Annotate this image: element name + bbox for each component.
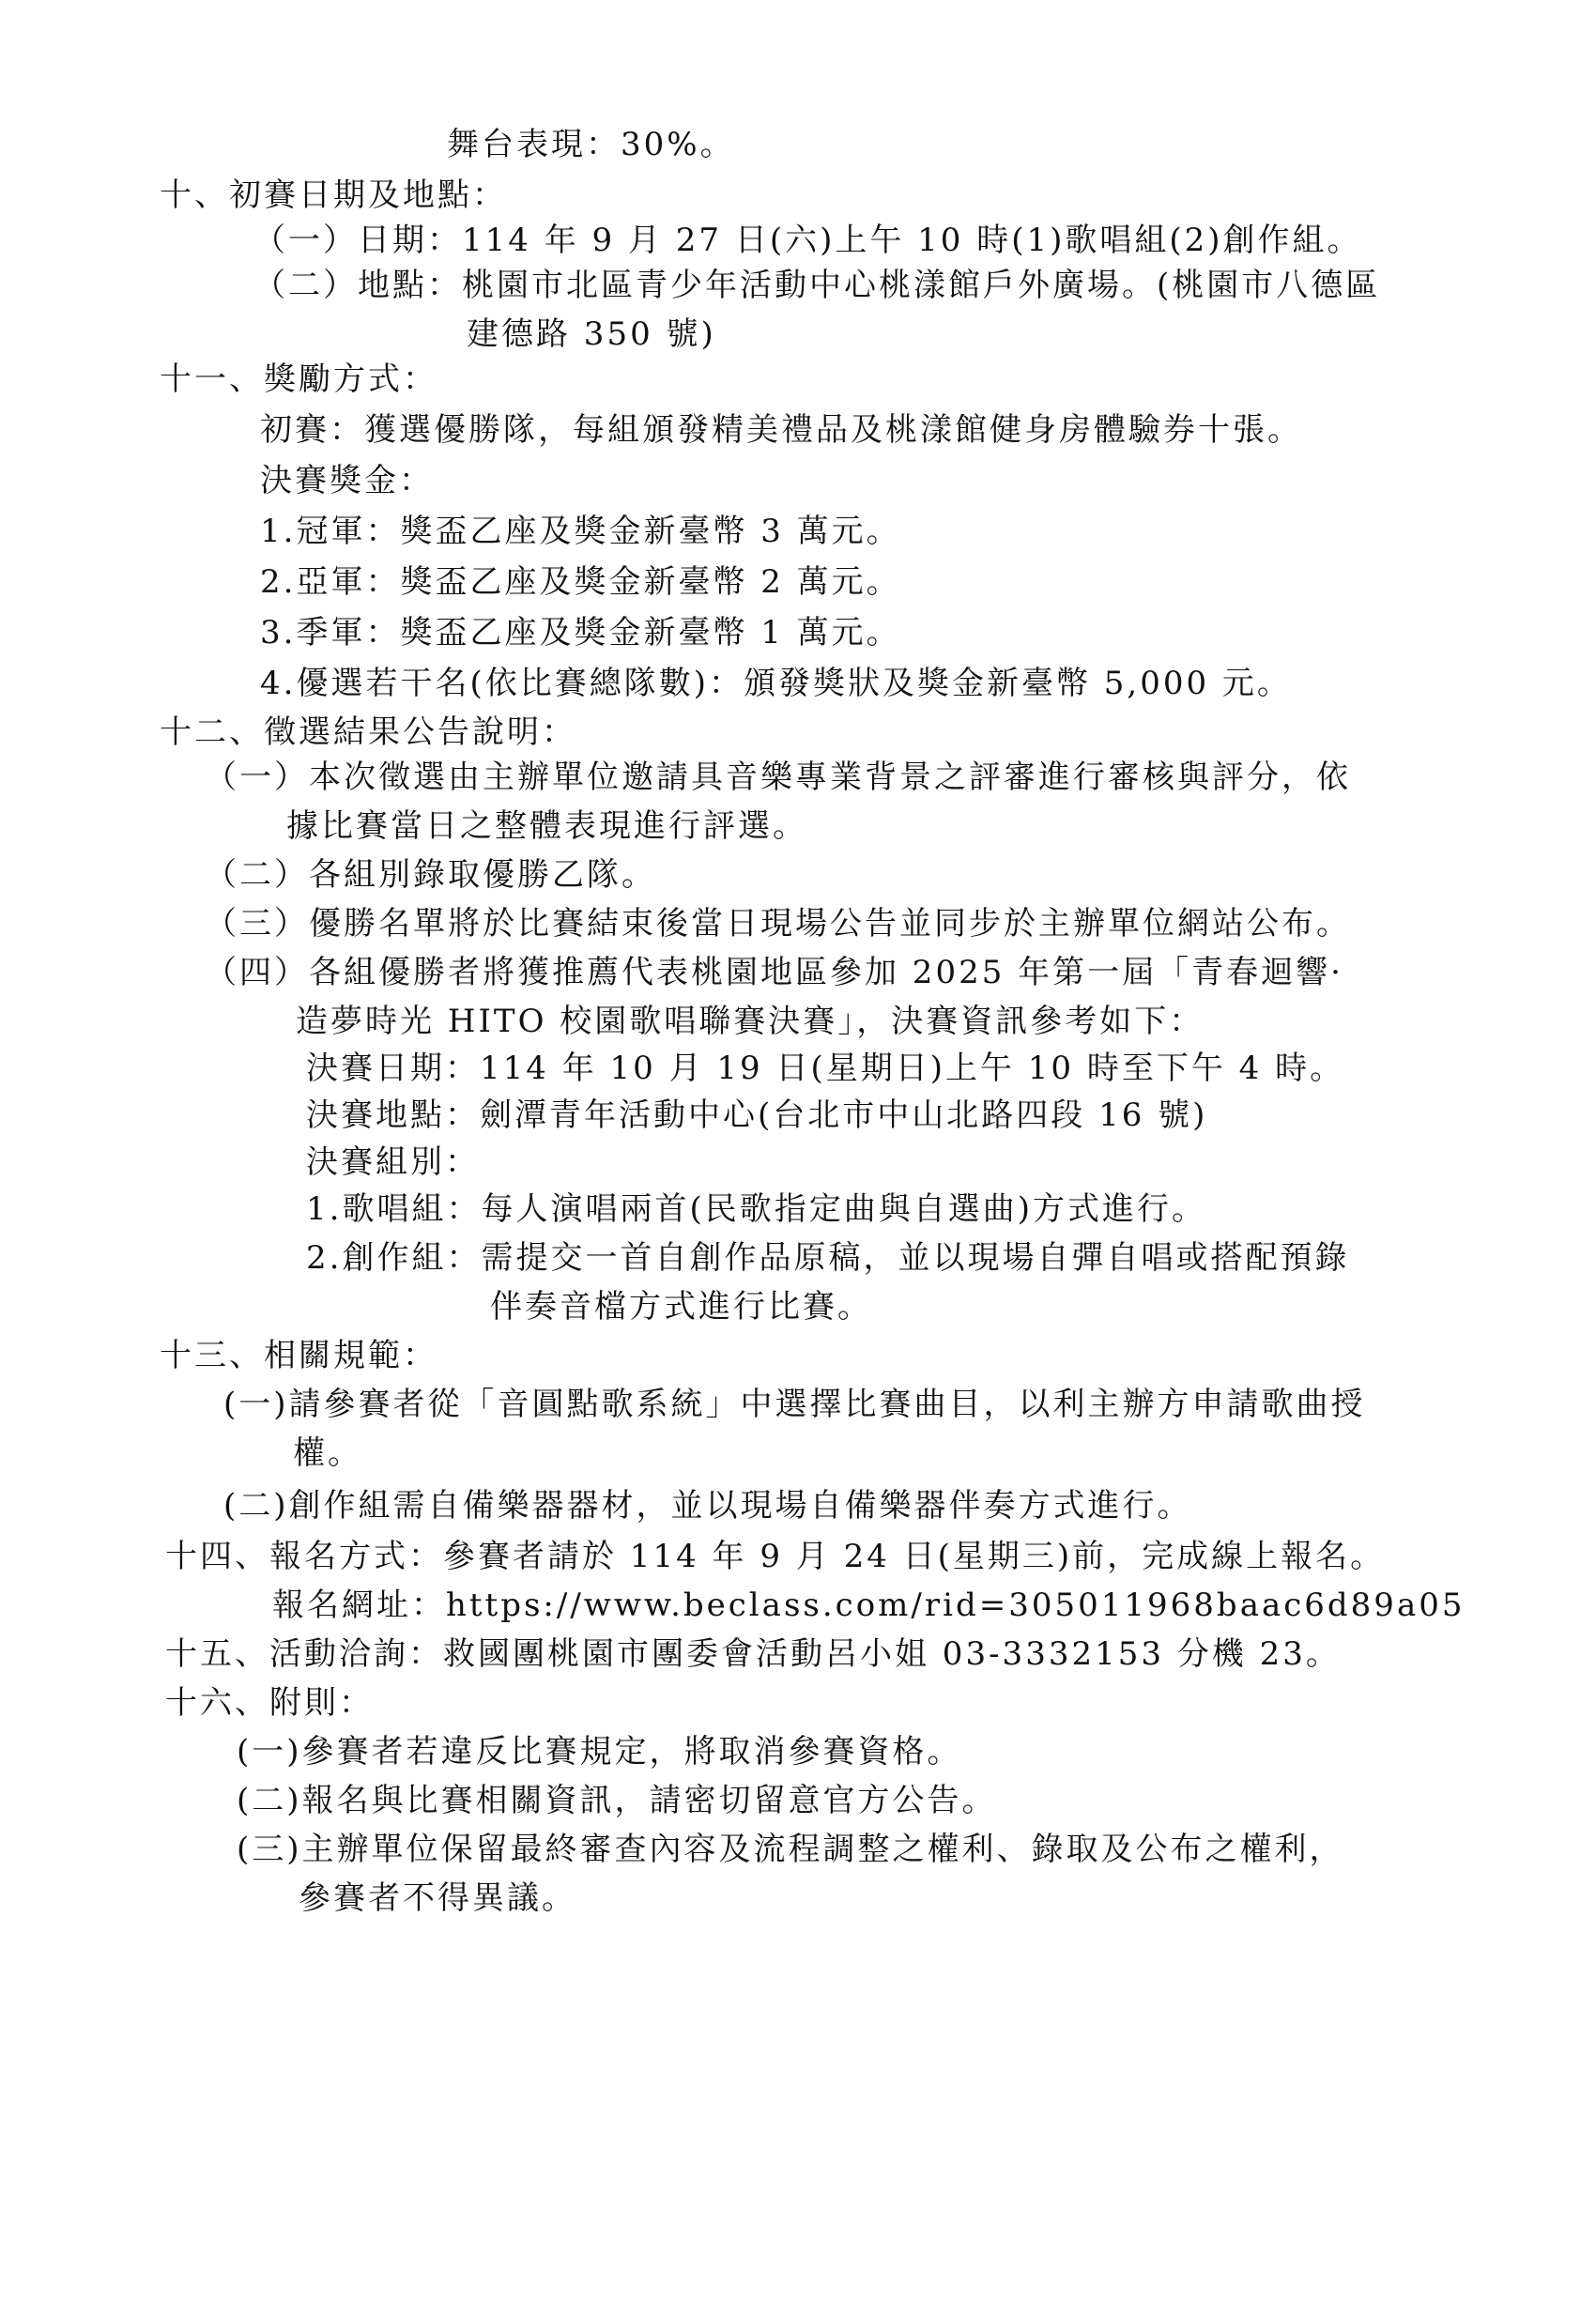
prelim-award-line: 初賽：獲選優勝隊，每組頒發精美禮品及桃漾館健身房體驗券十張。 (260, 411, 1302, 449)
prelim-date-line: （一）日期：114 年 9 月 27 日(六)上午 10 時(1)歌唱組(2)創作組。 (253, 222, 1362, 259)
result-item-1-line-2: 據比賽當日之整體表現進行評選。 (286, 807, 807, 845)
result-item-3: （三）優勝名單將於比賽結束後當日現場公告並同步於主辦單位網站公布。 (205, 905, 1351, 943)
final-group-creation-line-1: 2.創作組：需提交一首自創作品原稿，並以現場自彈自唱或搭配預錄 (306, 1239, 1350, 1277)
appendix-item-3-line-1: (三)主辦單位保留最終審查內容及流程調整之權利、錄取及公布之權利， (237, 1831, 1344, 1868)
stage-score-line: 舞台表現：30%。 (447, 126, 735, 163)
section-15-contact: 十五、活動洽詢：救國團桃園市團委會活動呂小姐 03-3332153 分機 23。 (165, 1635, 1341, 1673)
appendix-item-1: (一)參賽者若違反比賽規定，將取消參賽資格。 (237, 1733, 962, 1771)
prize-runner-up: 2.亞軍：獎盃乙座及獎金新臺幣 2 萬元。 (260, 563, 901, 601)
final-group-singing: 1.歌唱組：每人演唱兩首(民歌指定曲與自選曲)方式進行。 (306, 1190, 1206, 1228)
final-venue-line: 決賽地點：劍潭青年活動中心(台北市中山北路四段 16 號) (306, 1096, 1208, 1134)
appendix-item-3-line-2: 參賽者不得異議。 (299, 1879, 576, 1917)
result-item-2: （二）各組別錄取優勝乙隊。 (205, 856, 656, 894)
section-11-heading: 十一、獎勵方式： (160, 360, 437, 398)
appendix-item-2: (二)報名與比賽相關資訊，請密切留意官方公告。 (237, 1782, 997, 1819)
result-item-4-line-2: 造夢時光 HITO 校園歌唱聯賽決賽」，決賽資訊參考如下： (296, 1003, 1205, 1040)
final-prize-label: 決賽獎金： (260, 462, 434, 499)
section-12-heading: 十二、徵選結果公告說明： (160, 713, 576, 751)
prize-honorable: 4.優選若干名(依比賽總隊數)：頒發獎狀及獎金新臺幣 5,000 元。 (260, 665, 1292, 702)
section-14-registration: 十四、報名方式：參賽者請於 114 年 9 月 24 日(星期三)前，完成線上報名。 (165, 1538, 1386, 1575)
rule-item-1-line-2: 權。 (293, 1434, 362, 1472)
rule-item-1-line-1: (一)請參賽者從「音圓點歌系統」中選擇比賽曲目，以利主辦方申請歌曲授 (223, 1386, 1366, 1423)
result-item-4-line-1: （四）各組優勝者將獲推薦代表桃園地區參加 2025 年第一屆「青春迴響· (205, 954, 1343, 991)
result-item-1-line-1: （一）本次徵選由主辦單位邀請具音樂專業背景之評審進行審核與評分，依 (205, 759, 1351, 796)
final-groups-label: 決賽組別： (306, 1143, 480, 1181)
final-group-creation-line-2: 伴奏音檔方式進行比賽。 (490, 1288, 872, 1326)
prize-champion: 1.冠軍：獎盃乙座及獎金新臺幣 3 萬元。 (260, 513, 901, 550)
prelim-venue-line-2: 建德路 350 號) (467, 315, 716, 353)
section-13-heading: 十三、相關規範： (160, 1337, 437, 1374)
registration-url: 報名網址：https://www.beclass.com/rid=305011968baac6d89a05 (272, 1587, 1466, 1624)
rule-item-2: (二)創作組需自備樂器器材，並以現場自備樂器伴奏方式進行。 (223, 1487, 1192, 1525)
section-10-heading: 十、初賽日期及地點： (160, 176, 507, 214)
prize-third: 3.季軍：獎盃乙座及獎金新臺幣 1 萬元。 (260, 614, 901, 652)
prelim-venue-line-1: （二）地點：桃園市北區青少年活動中心桃漾館戶外廣場。(桃園市八德區 (253, 267, 1381, 304)
section-16-heading: 十六、附則： (165, 1684, 374, 1722)
final-date-line: 決賽日期：114 年 10 月 19 日(星期日)上午 10 時至下午 4 時。 (306, 1050, 1345, 1087)
